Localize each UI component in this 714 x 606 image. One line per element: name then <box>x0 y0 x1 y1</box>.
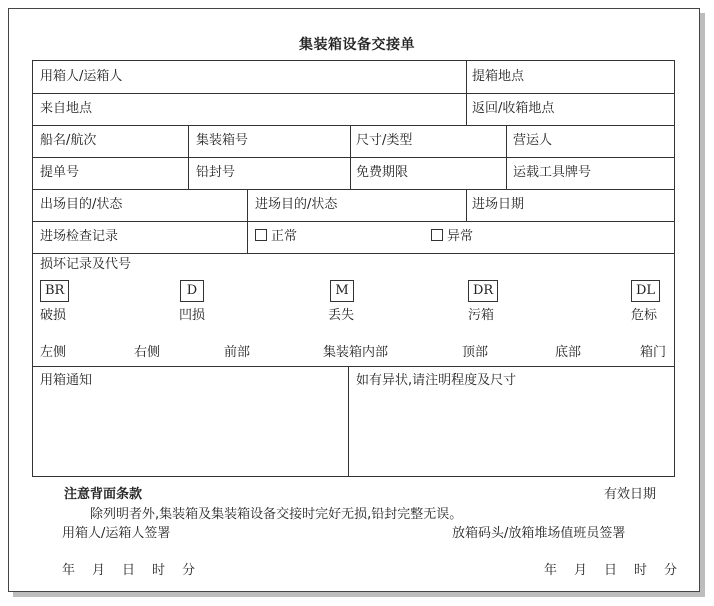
inspection-label: 进场检查记录 <box>40 229 119 244</box>
damage-label-dr: 污箱 <box>468 308 495 323</box>
return-location-label: 返回/收箱地点 <box>472 101 555 116</box>
user-carrier-label: 用箱人/运箱人 <box>40 69 123 84</box>
date-fields-left: 年 月 日 时 分 <box>62 563 198 578</box>
terms-title: 注意背面条款 <box>64 487 143 502</box>
form-title: 集装箱设备交接单 <box>299 37 415 53</box>
damage-label-br: 破损 <box>40 308 67 323</box>
statement-text: 除列明者外,集装箱及集装箱设备交接时完好无损,铅封完整无误。 <box>90 507 463 522</box>
bl-no-label: 提单号 <box>40 165 80 180</box>
pickup-location-label: 提箱地点 <box>472 69 525 84</box>
position-front: 前部 <box>224 345 251 360</box>
damage-code-d: D <box>180 280 204 302</box>
position-interior: 集装箱内部 <box>323 345 389 360</box>
validity-label: 有效日期 <box>604 487 657 502</box>
position-top: 顶部 <box>462 345 489 360</box>
damage-label-m: 丢失 <box>328 308 355 323</box>
position-left: 左侧 <box>40 345 67 360</box>
position-door: 箱门 <box>640 345 667 360</box>
damage-section-title: 损坏记录及代号 <box>40 257 132 272</box>
user-sign-label: 用箱人/运箱人签署 <box>62 526 171 541</box>
damage-code-dr: DR <box>468 280 498 302</box>
abnormal-note-label: 如有异状,请注明程度及尺寸 <box>356 373 517 388</box>
seal-no-label: 铅封号 <box>196 165 236 180</box>
notice-label: 用箱通知 <box>40 373 93 388</box>
from-location-label: 来自地点 <box>40 101 93 116</box>
damage-code-br: BR <box>40 280 69 302</box>
free-period-label: 免费期限 <box>356 165 409 180</box>
position-bottom: 底部 <box>555 345 582 360</box>
operator-label: 营运人 <box>513 133 553 148</box>
normal-option-label: 正常 <box>271 229 298 244</box>
terminal-sign-label: 放箱码头/放箱堆场值班员签署 <box>452 526 626 541</box>
damage-label-dl: 危标 <box>631 308 658 323</box>
container-no-label: 集装箱号 <box>196 133 249 148</box>
abnormal-checkbox[interactable] <box>431 229 443 241</box>
form-table <box>32 60 675 477</box>
abnormal-option[interactable] <box>431 229 473 245</box>
damage-label-d: 凹损 <box>179 308 206 323</box>
date-fields-right: 年 月 日 时 分 <box>544 563 680 578</box>
damage-code-dl: DL <box>631 280 660 302</box>
position-right: 右侧 <box>134 345 161 360</box>
normal-option[interactable] <box>255 229 297 245</box>
exit-purpose-label: 出场目的/状态 <box>40 197 123 212</box>
normal-checkbox[interactable] <box>255 229 267 241</box>
damage-code-m: M <box>330 280 354 302</box>
vehicle-plate-label: 运载工具牌号 <box>513 165 592 180</box>
vessel-voyage-label: 船名/航次 <box>40 133 97 148</box>
entry-purpose-label: 进场目的/状态 <box>255 197 338 212</box>
size-type-label: 尺寸/类型 <box>356 133 413 148</box>
entry-date-label: 进场日期 <box>472 197 525 212</box>
abnormal-option-label: 异常 <box>447 229 474 244</box>
